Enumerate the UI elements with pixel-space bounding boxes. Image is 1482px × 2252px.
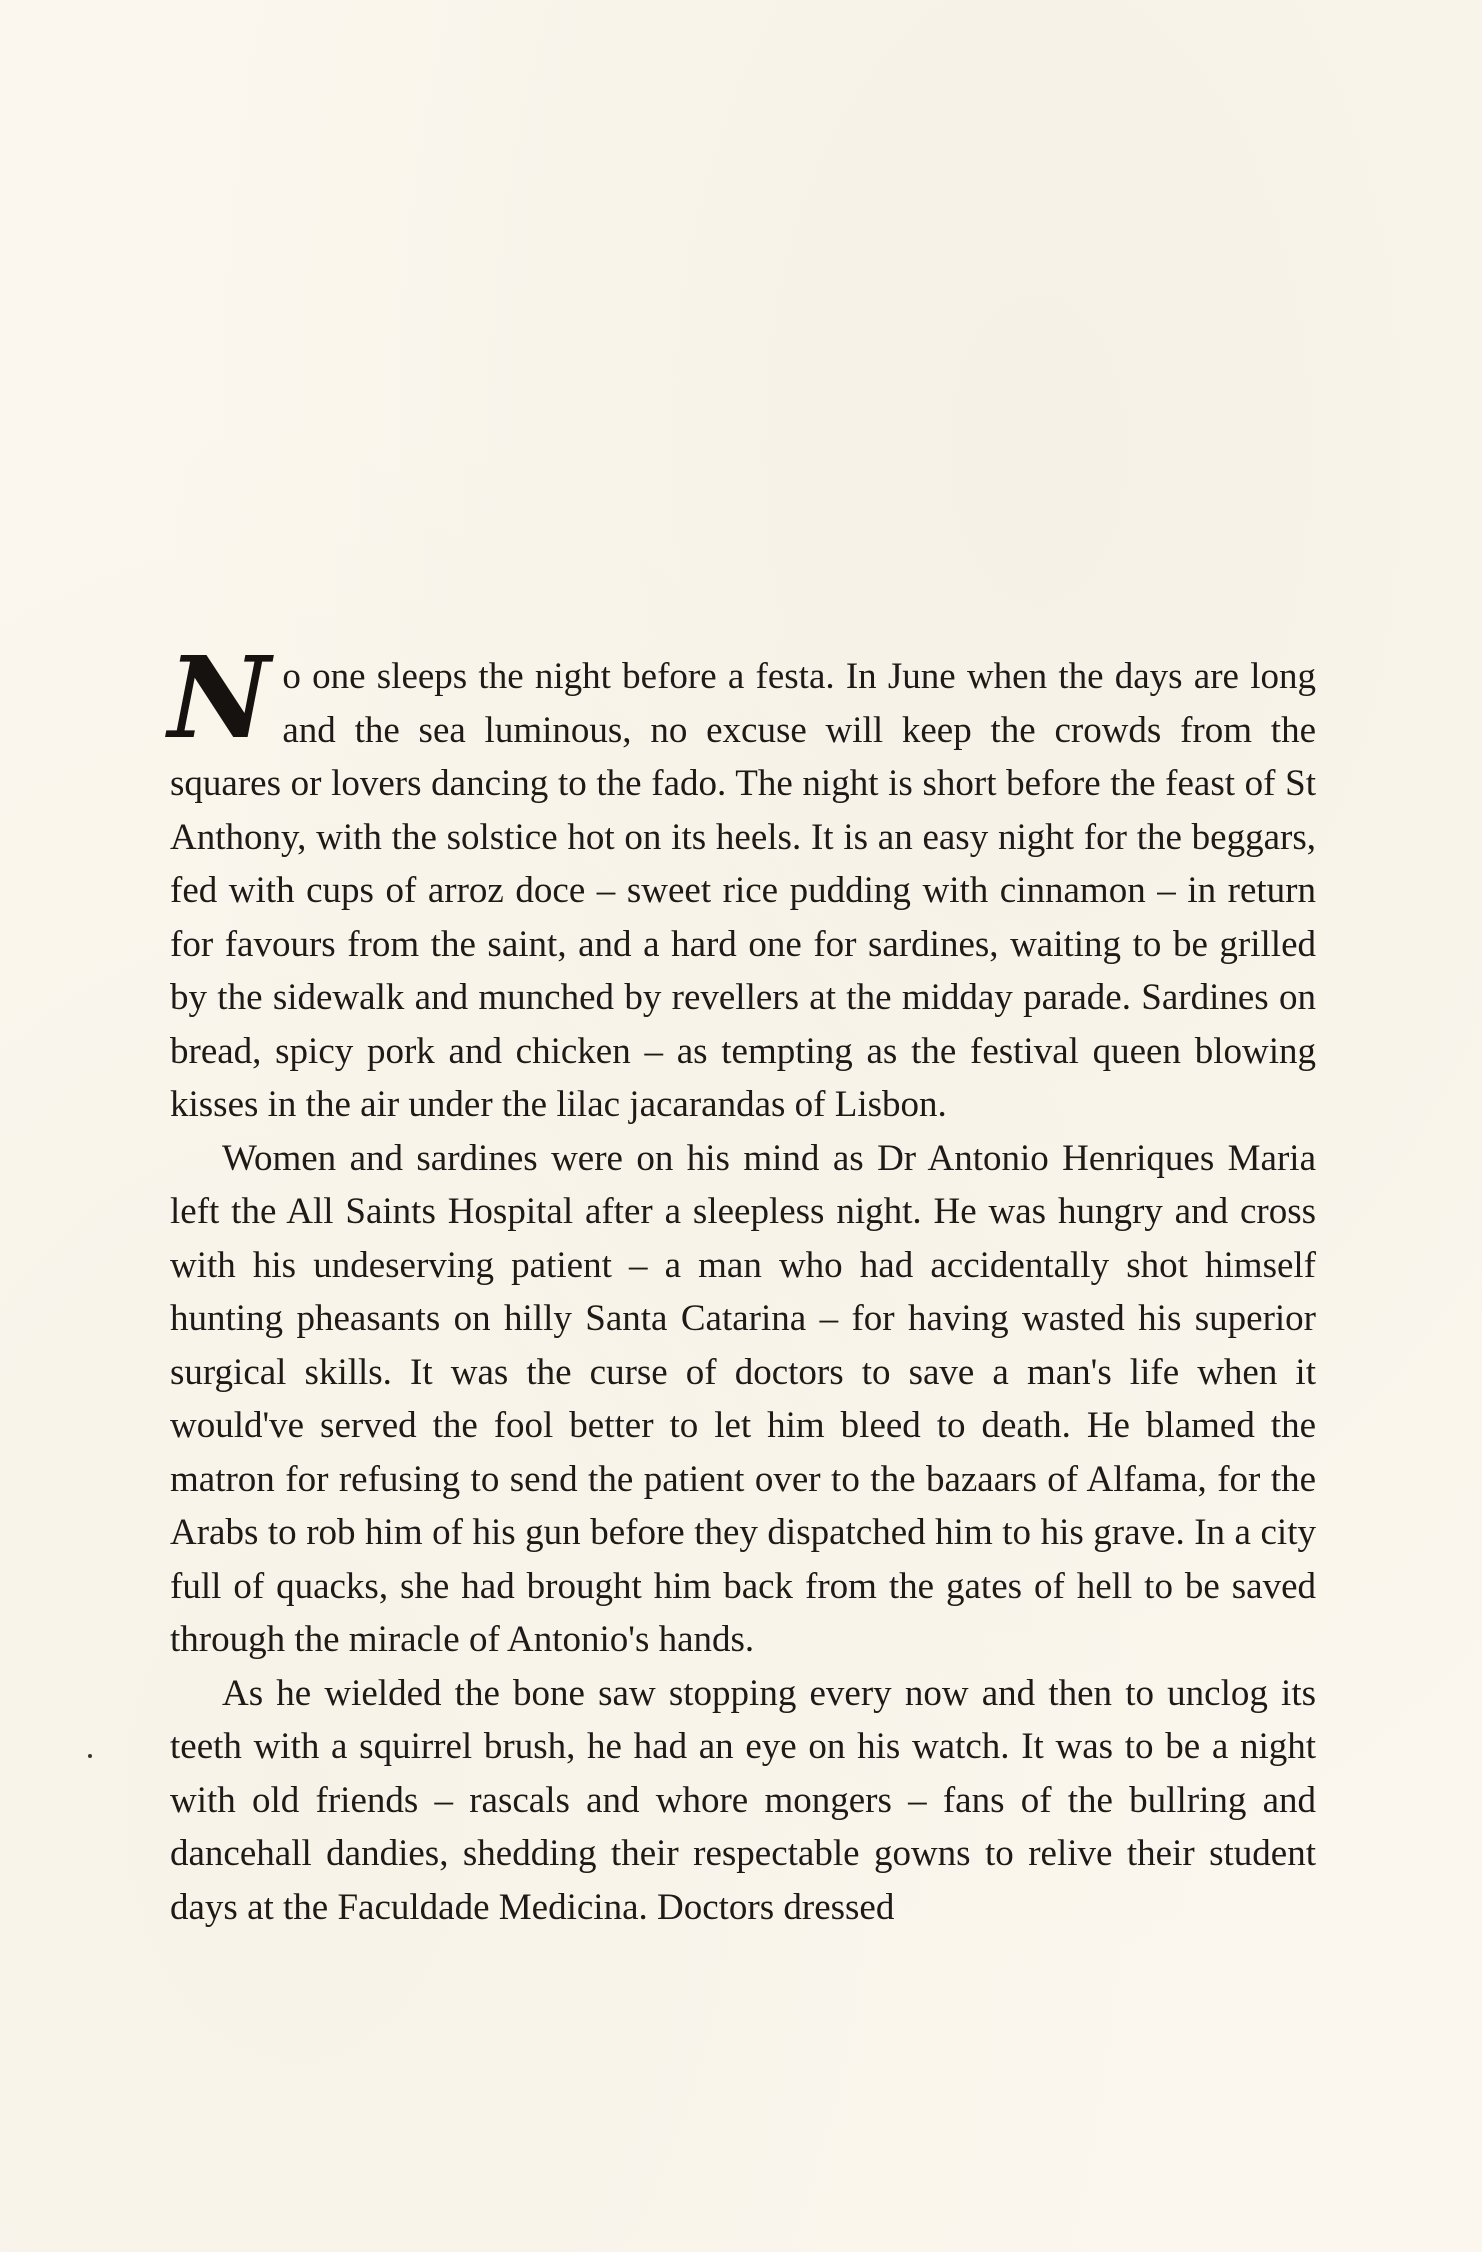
drop-cap: N bbox=[168, 633, 271, 764]
paragraph-1 bbox=[168, 633, 1316, 1132]
paragraph-2: Women and sardines were on his mind as Dr Antonio Henriques Maria left the All Saints Hospital after a sleepless night. He was hungry and cross with his undeserving patient – a man who had accidentally shot himself hunting pheasants on hilly Santa Catarina – for having wasted his superior surgical skills. It was the curse of doctors to save a man's life when it would've served the fool better to let him bleed to death. He blamed the matron for refusing to send the patient over to the bazaars of Alfama, for the Arabs to rob him of his gun before they dispatched him to his grave. In a city full of quacks, she had brought him back from the gates of hell to be saved through the miracle of Antonio's hands. bbox=[170, 1137, 1316, 1660]
paragraph-1-text: o one sleeps the night before a festa. In June when the days are long and the sea luminous, no excuse will keep the crowds from the squares or lovers dancing to the fado. The night is short before the feast of St Anthony, with the solstice hot on its heels. It is an easy night for the beggars, fed with cups of arroz doce – sweet rice pudding with cinnamon – in return for favours from the saint, and a hard one for sardines, waiting to be grilled by the sidewalk and munched by revellers at the midday parade. Sardines on bread, spicy pork and chicken – as tempting as the festival queen blowing kisses in the air under the lilac jacarandas of Lisbon. bbox=[170, 656, 1316, 1125]
body-text bbox=[168, 633, 1316, 1934]
stray-ink-mark bbox=[88, 1754, 92, 1758]
paragraph-3: As he wielded the bone saw stopping every now and then to unclog its teeth with a squirrel brush, he had an eye on his watch. It was to be a night with old friends – rascals and whore mongers – fans of the bullring and dancehall dandies, shedding their respectable gowns to relive their student days at the Faculdade Medicina. Doctors dressed bbox=[170, 1672, 1316, 1928]
